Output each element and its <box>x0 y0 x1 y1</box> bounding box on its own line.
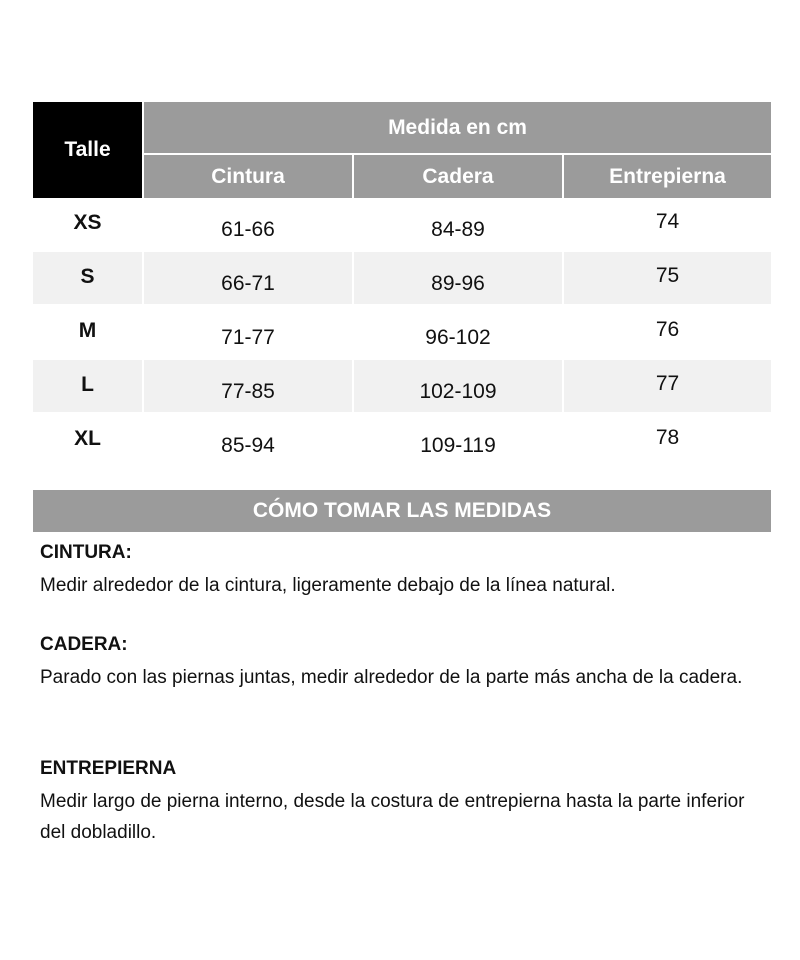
cadera-value: 84-89 <box>431 218 485 241</box>
column-header-cadera: Cadera <box>354 155 562 198</box>
howto-section-cintura <box>40 542 775 601</box>
column-header-entrepierna: Entrepierna <box>564 155 771 198</box>
cadera-value: 109-119 <box>420 434 496 457</box>
section-text: Medir alrededor de la cintura, ligeramente debajo de la línea natural. <box>40 575 616 596</box>
entrepierna-value: 76 <box>655 318 680 341</box>
entrepierna-value: 77 <box>564 360 771 412</box>
cadera-value: 89-96 <box>354 252 562 304</box>
entrepierna-value: 74 <box>655 210 680 233</box>
cadera-value: 96-102 <box>425 326 491 349</box>
table-row <box>33 198 771 250</box>
size-label: XS <box>73 211 102 234</box>
table-row <box>33 252 771 304</box>
section-heading: CINTURA: <box>40 542 132 563</box>
cintura-value: 66-71 <box>144 252 352 304</box>
cintura-value: 77-85 <box>144 360 352 412</box>
size-label: S <box>33 252 142 304</box>
cadera-value: 102-109 <box>354 360 562 412</box>
table-row <box>33 414 771 466</box>
size-label: L <box>33 360 142 412</box>
howto-section-cadera <box>40 634 775 693</box>
table-row <box>33 306 771 358</box>
table-row <box>33 360 771 412</box>
column-header-cintura: Cintura <box>144 155 352 198</box>
howto-section-entrepierna <box>40 758 775 848</box>
size-label: XL <box>74 427 101 450</box>
section-text: Medir largo de pierna interno, desde la costura de entrepierna hasta la parte inferior del dobladillo. <box>40 791 745 843</box>
entrepierna-value: 78 <box>655 426 680 449</box>
section-text: Parado con las piernas juntas, medir alrededor de la parte más ancha de la cadera. <box>40 667 743 688</box>
entrepierna-value: 75 <box>564 252 771 304</box>
size-column-header: Talle <box>33 102 142 198</box>
cintura-value: 85-94 <box>221 434 275 457</box>
section-heading: ENTREPIERNA <box>40 758 177 779</box>
size-label: M <box>78 319 97 342</box>
measurement-group-header: Medida en cm <box>144 102 771 153</box>
howto-title-bar: CÓMO TOMAR LAS MEDIDAS <box>33 490 771 532</box>
cintura-value: 61-66 <box>221 218 275 241</box>
section-heading: CADERA: <box>40 634 128 655</box>
cintura-value: 71-77 <box>221 326 275 349</box>
